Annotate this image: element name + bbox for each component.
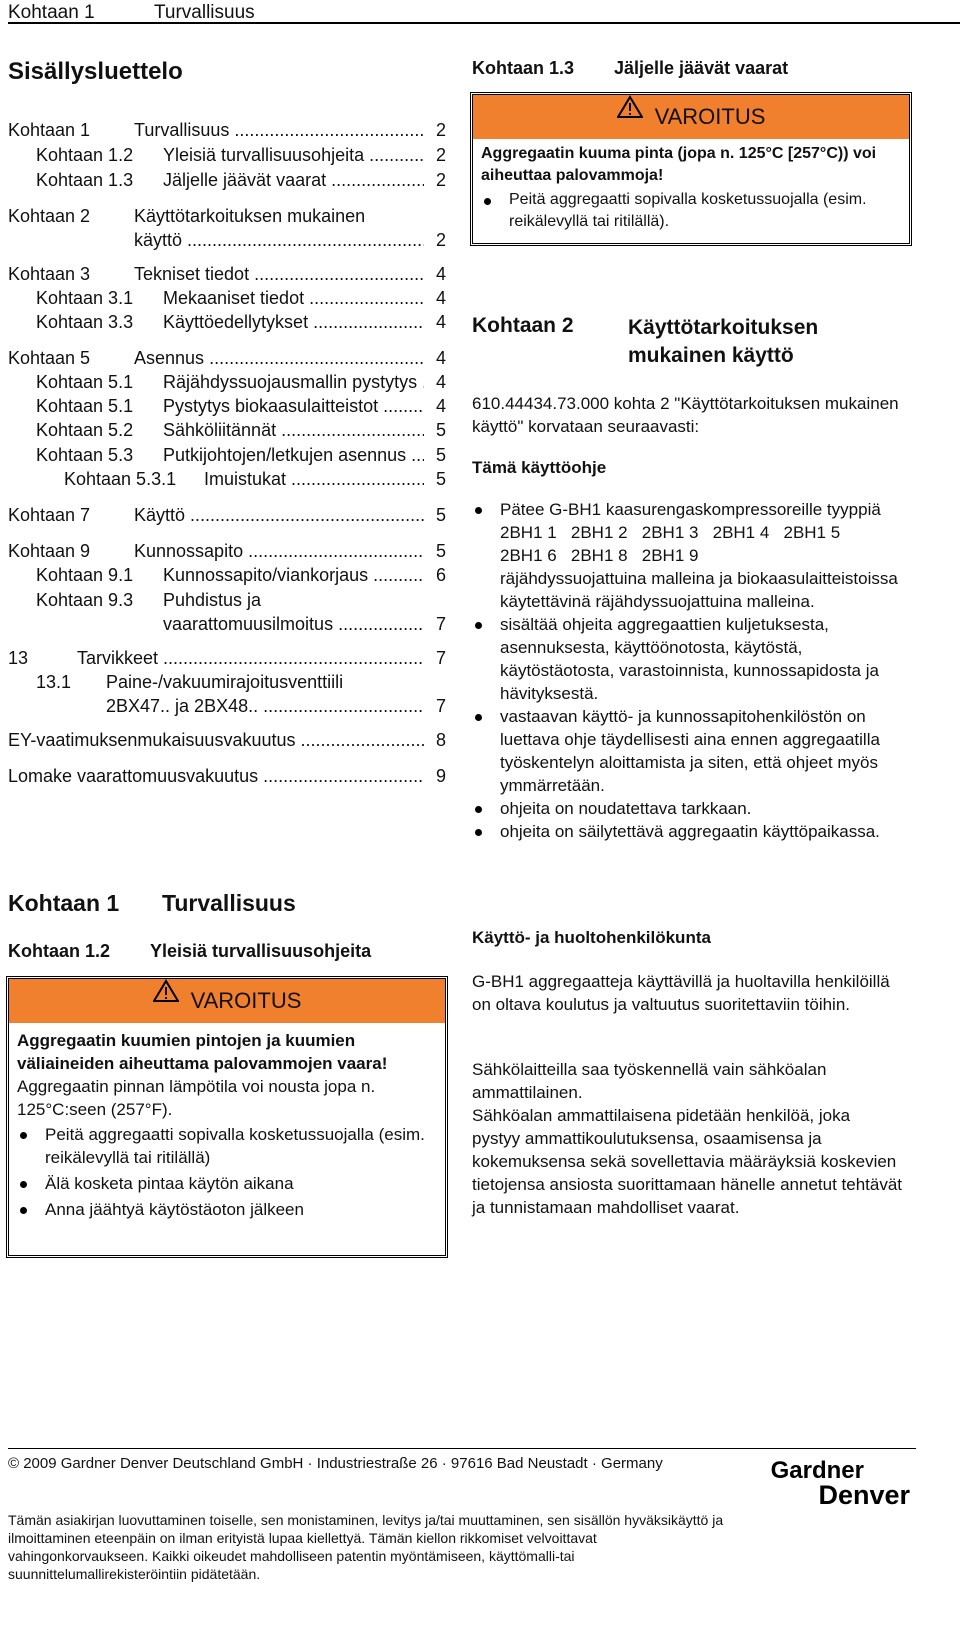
warning-bullet: Anna jäähtyä käytöstäoton jälkeen bbox=[17, 1198, 437, 1221]
list-item: ohjeita on säilytettävä aggregaatin käyttöpaikassa. bbox=[472, 820, 912, 843]
toc-entry-title[interactable]: Kunnossapito/viankorjaus ..... bbox=[163, 563, 424, 587]
toc-entry-title-continued[interactable]: vaarattomuusilmoitus ..... bbox=[163, 612, 424, 636]
toc-entry-number: 13 bbox=[8, 648, 29, 668]
toc-entry-number: Kohtaan 3.1 bbox=[36, 288, 134, 308]
warning-header bbox=[473, 95, 909, 139]
toc-entry-number: Kohtaan 5 bbox=[8, 348, 91, 368]
warning-box-hot-surfaces bbox=[6, 976, 448, 1258]
toc-entry-number: Kohtaan 5.3.1 bbox=[64, 469, 177, 489]
warning-text: Aggregaatin pinnan lämpötila voi nousta jopa n. 125°C:seen (257°F). bbox=[17, 1077, 376, 1119]
toc-entry-page: 4 bbox=[435, 312, 446, 332]
type-list-line: 2BH1 1 2BH1 2 2BH1 3 2BH1 4 2BH1 5 bbox=[500, 523, 841, 542]
toc-entry-title[interactable]: Paine-/vakuumirajoitusventtiili bbox=[106, 672, 344, 692]
toc-entry-page: 5 bbox=[435, 541, 446, 561]
toc-entry-title[interactable]: EY-vaatimuksenmukaisuusvakuutus ..... bbox=[8, 728, 424, 752]
toc-entry-title[interactable]: Käyttötarkoituksen mukainen bbox=[134, 206, 366, 226]
toc-entry-page: 7 bbox=[435, 614, 446, 634]
warning-label: VAROITUS bbox=[190, 988, 302, 1013]
toc-entry-page: 4 bbox=[435, 288, 446, 308]
toc-entry-page: 7 bbox=[435, 696, 446, 716]
usage-heading: Tämä käyttöohje bbox=[472, 458, 607, 477]
toc-entry-page: 4 bbox=[435, 396, 446, 416]
toc-entry-page: 5 bbox=[435, 505, 446, 525]
list-item-text: Pätee G-BH1 kaasurengaskompressoreille tyyppiä bbox=[500, 500, 881, 519]
toc-entry-title[interactable]: Pystytys biokaasulaitteistot ..... bbox=[163, 394, 424, 418]
toc-entry-title[interactable]: Käyttö ..... bbox=[134, 503, 424, 527]
section-1-2-number: Kohtaan 1.2 bbox=[8, 941, 111, 961]
toc-entry-number: Kohtaan 1.3 bbox=[36, 170, 134, 190]
staff-paragraph-1: G-BH1 aggregaatteja käyttävillä ja huoltavilla henkilöillä on oltava koulutus ja valtuutus suoritettaviin töihin. bbox=[472, 972, 890, 1014]
toc-entry-number: Kohtaan 1.2 bbox=[36, 145, 134, 165]
section-1-3-title: Jäljelle jäävät vaarat bbox=[614, 58, 789, 78]
toc-entry-number: Kohtaan 1 bbox=[8, 120, 91, 140]
toc-entry-page: 4 bbox=[435, 372, 446, 392]
list-item: ohjeita on noudatettava tarkkaan. bbox=[472, 797, 912, 820]
footer-legal: Tämän asiakirjan luovuttaminen toiselle, sen monistaminen, levitys ja/tai muuttaminen, sen sisällön hyväksikäyttö ja ilmoittaminen eteenpäin on ilman erityistä lupaa kiellettyä. Tämän kiellon rikkomiset velvoittavat vahingonkorvaukseen. Kaikki oikeudet mahdolliseen patentin myöntämiseen, käyttömalli-tai suunnittelumallirekisteröintiin pidätetään. bbox=[8, 1512, 724, 1582]
toc-entry-title[interactable]: Putkijohtojen/letkujen asennus ..... bbox=[163, 443, 424, 467]
warning-box-residual-risks bbox=[470, 92, 912, 246]
logo-line-1: Gardner bbox=[770, 1457, 864, 1484]
logo-line-2: Denver bbox=[818, 1480, 910, 1510]
toc-entry-title-continued[interactable]: 2BX47.. ja 2BX48.. ..... bbox=[106, 694, 424, 718]
toc-entry-title[interactable]: Jäljelle jäävät vaarat ..... bbox=[163, 168, 424, 192]
warning-label: VAROITUS bbox=[654, 104, 766, 129]
header-section: Kohtaan 1 bbox=[8, 2, 95, 23]
toc-entry-number: Kohtaan 5.3 bbox=[36, 445, 134, 465]
toc-entry-title[interactable]: Räjähdyssuojausmallin pystytys ..... bbox=[163, 370, 424, 394]
toc-entry-title[interactable]: Käyttöedellytykset ..... bbox=[163, 310, 424, 334]
toc-entry-title[interactable]: Puhdistus ja bbox=[163, 590, 262, 610]
toc-entry-title-continued[interactable]: käyttö ..... bbox=[134, 228, 424, 252]
section-1-title: Turvallisuus bbox=[162, 890, 296, 916]
toc-entry-page: 4 bbox=[435, 264, 446, 284]
section-2-title: Käyttötarkoituksen mukainen käyttö bbox=[628, 316, 819, 367]
toc-entry-page: 5 bbox=[435, 445, 446, 465]
toc-entry-title[interactable]: Sähköliitännät ..... bbox=[163, 418, 424, 442]
toc-entry-number: Kohtaan 5.1 bbox=[36, 372, 134, 392]
toc-entry-title[interactable]: Mekaaniset tiedot ..... bbox=[163, 286, 424, 310]
warning-triangle-icon bbox=[617, 95, 643, 119]
warning-bold-text: Aggregaatin kuuma pinta (jopa n. 125°C [257°C)) voi aiheuttaa palovammoja! bbox=[481, 145, 877, 184]
page-footer bbox=[8, 1448, 916, 1645]
toc-entry-number: 13.1 bbox=[36, 672, 72, 692]
warning-bullet: Peitä aggregaatti sopivalla kosketussuojalla (esim. reikälevyllä tai ritilällä). bbox=[481, 189, 901, 233]
section-2-intro: 610.44434.73.000 kohta 2 "Käyttötarkoituksen mukainen käyttö" korvataan seuraavasti: bbox=[472, 394, 899, 436]
toc-entry-title[interactable]: Kunnossapito ..... bbox=[134, 539, 424, 563]
toc-entry-page: 2 bbox=[435, 230, 446, 250]
toc-entry-number: Kohtaan 2 bbox=[8, 206, 91, 226]
warning-header bbox=[9, 979, 445, 1023]
toc-entry-number: Kohtaan 3 bbox=[8, 264, 91, 284]
section-1-number: Kohtaan 1 bbox=[8, 890, 120, 916]
toc-entry-title[interactable]: Tekniset tiedot ..... bbox=[134, 262, 424, 286]
toc-entry-page: 9 bbox=[435, 766, 446, 786]
toc-entry-page: 2 bbox=[435, 170, 446, 190]
toc-entry-title[interactable]: Imuistukat ..... bbox=[204, 467, 424, 491]
warning-bullet: Peitä aggregaatti sopivalla kosketussuojalla (esim. reikälevyllä tai ritilällä) bbox=[17, 1123, 437, 1169]
toc-entry-page: 5 bbox=[435, 469, 446, 489]
toc-entry-number: Kohtaan 7 bbox=[8, 505, 91, 525]
type-list-line: 2BH1 6 2BH1 8 2BH1 9 bbox=[500, 546, 699, 565]
header-title: Turvallisuus bbox=[154, 2, 255, 23]
toc-entry-number: Kohtaan 5.1 bbox=[36, 396, 134, 416]
toc-entry-number: Kohtaan 9.1 bbox=[36, 565, 134, 585]
staff-paragraph-2: Sähkölaitteilla saa työskennellä vain sähköalan ammattilainen. bbox=[472, 1060, 827, 1102]
toc-entry-page: 6 bbox=[435, 565, 446, 585]
toc-entry-number: Kohtaan 5.2 bbox=[36, 420, 134, 440]
toc-entry-title[interactable]: Asennus ..... bbox=[134, 346, 424, 370]
toc-entry-page: 2 bbox=[435, 120, 446, 140]
staff-paragraph-3: Sähköalan ammattilaisena pidetään henkilöä, joka pystyy ammattikoulutuksensa, osaamisensa ja kokemuksensa sekä sovellettavia määräyksiä koskevien tietojensa ansiosta suorittamaan hänelle annetut tehtävät ja tunnistamaan mahdolliset vaarat. bbox=[472, 1106, 903, 1217]
warning-bullet: Älä kosketa pintaa käytön aikana bbox=[17, 1172, 437, 1195]
toc-entry-title[interactable]: Tarvikkeet ..... bbox=[77, 646, 424, 670]
warning-triangle-icon bbox=[153, 979, 179, 1003]
usage-list bbox=[472, 498, 912, 843]
toc-entry-number: Kohtaan 9 bbox=[8, 541, 91, 561]
toc-entry-page: 2 bbox=[435, 145, 446, 165]
toc-entry-title[interactable]: Yleisiä turvallisuusohjeita ..... bbox=[163, 143, 424, 167]
list-item: sisältää ohjeita aggregaattien kuljetuksesta, asennuksesta, käyttöönotosta, käytöstä, käytöstäotosta, varastoinnista, kunnossapidosta ja hävityksestä. bbox=[472, 613, 912, 705]
footer-copyright: © 2009 Gardner Denver Deutschland GmbH · Industriestraße 26 · 97616 Bad Neustadt · Germany bbox=[8, 1455, 663, 1472]
running-header bbox=[8, 0, 960, 24]
section-2-number: Kohtaan 2 bbox=[472, 314, 574, 337]
staff-heading: Käyttö- ja huoltohenkilökunta bbox=[472, 928, 711, 947]
section-1-3-number: Kohtaan 1.3 bbox=[472, 58, 575, 78]
list-item-text: räjähdyssuojattuina malleina ja biokaasulaitteistoissa käytettävinä räjähdyssuojattuina malleina. bbox=[500, 569, 898, 611]
toc-entry-page: 5 bbox=[435, 420, 446, 440]
list-item bbox=[472, 498, 912, 613]
toc-title: Sisällysluettelo bbox=[8, 58, 183, 85]
toc-entry-title[interactable]: Lomake vaarattomuusvakuutus ..... bbox=[8, 764, 424, 788]
toc-entry-page: 7 bbox=[435, 648, 446, 668]
toc-entry-number: Kohtaan 9.3 bbox=[36, 590, 134, 610]
toc-entry-number: Kohtaan 3.3 bbox=[36, 312, 134, 332]
list-item: vastaavan käyttö- ja kunnossapitohenkilöstön on luettava ohje täydellisesti aina ennen aggregaatilla työskentelyn aloittamista ja siten, että ohjeet myös ymmärretään. bbox=[472, 705, 912, 797]
gardner-denver-logo bbox=[750, 1457, 910, 1510]
section-1-2-title: Yleisiä turvallisuusohjeita bbox=[150, 941, 372, 961]
toc-entry-page: 4 bbox=[435, 348, 446, 368]
toc-entry-title[interactable]: Turvallisuus ..... bbox=[134, 118, 424, 142]
toc-entry-page: 8 bbox=[435, 730, 446, 750]
warning-bold-text: Aggregaatin kuumien pintojen ja kuumien väliaineiden aiheuttama palovammojen vaara! bbox=[17, 1031, 388, 1073]
